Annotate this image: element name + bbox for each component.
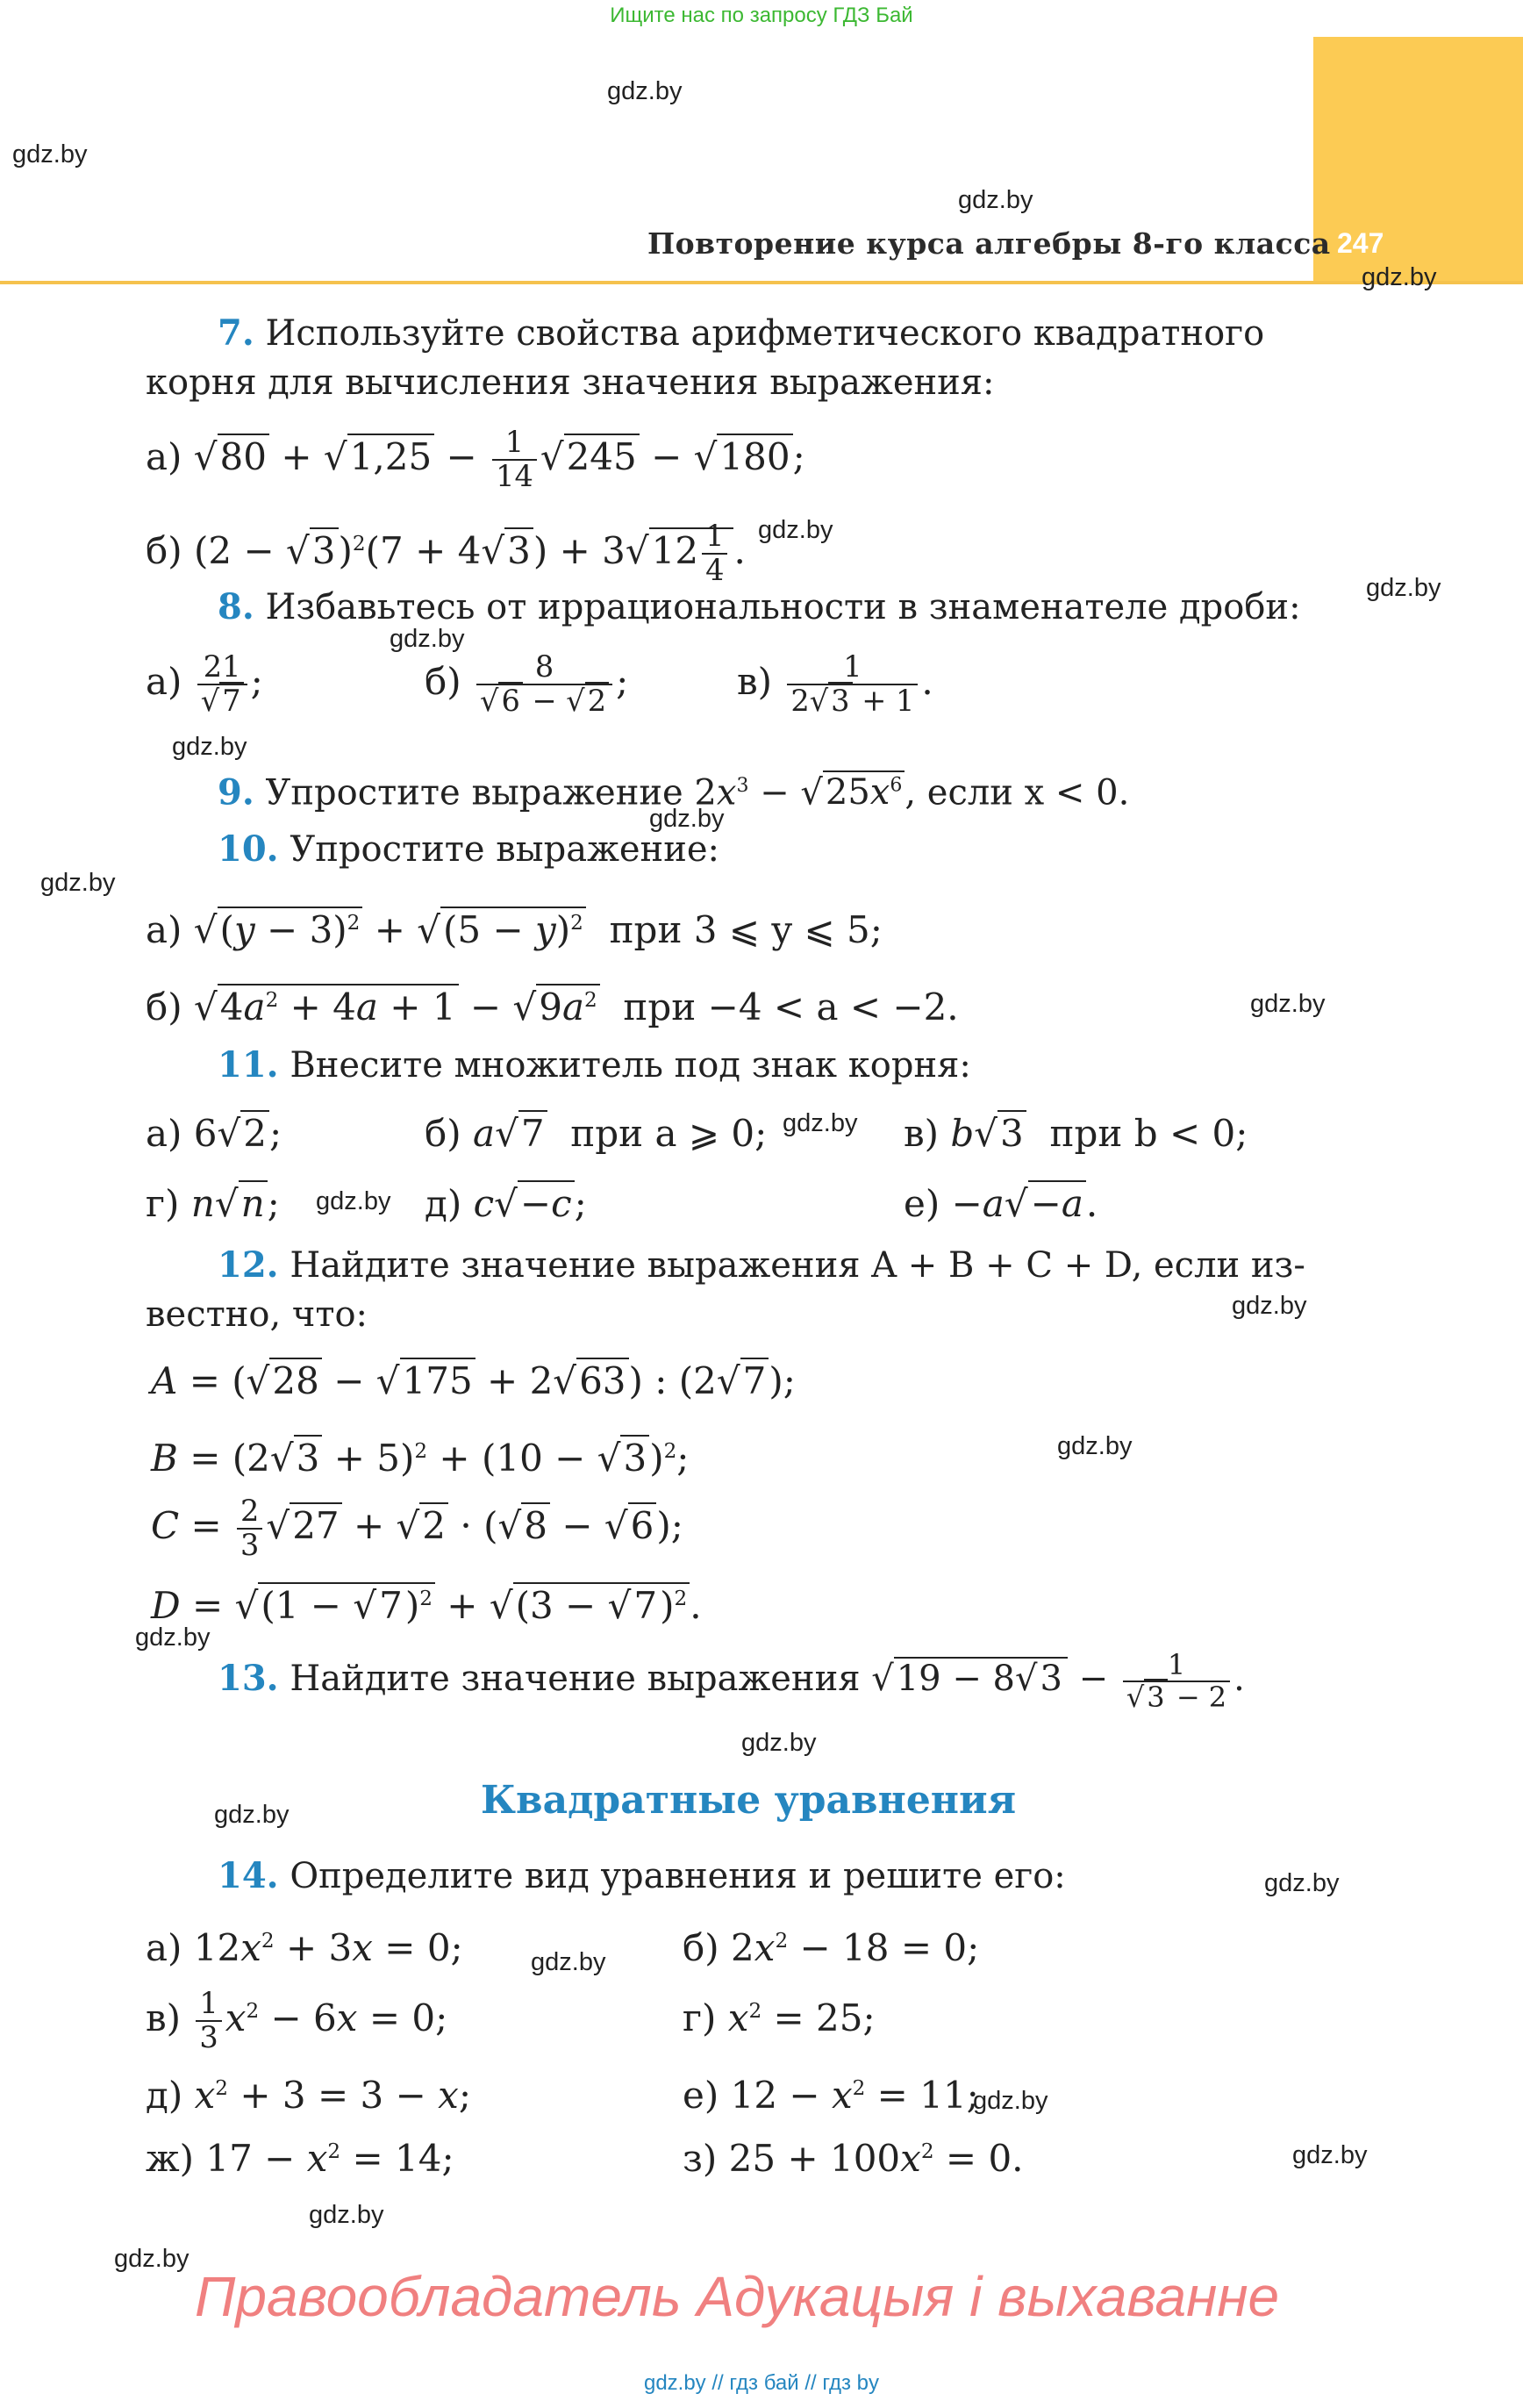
problem-11f-expression: е) −a√−a. bbox=[904, 1182, 1098, 1225]
problem-11a-expression: а) 6√2; bbox=[146, 1112, 282, 1155]
problem-number: 11. bbox=[218, 1044, 279, 1086]
problem-number: 12. bbox=[218, 1244, 279, 1286]
watermark: gdz.by bbox=[1362, 263, 1437, 291]
watermark: gdz.by bbox=[758, 516, 833, 544]
problem-text: Найдите значение выражения A + B + C + D, если из- bbox=[290, 1245, 1305, 1286]
watermark: gdz.by bbox=[958, 186, 1033, 214]
watermark: gdz.by bbox=[135, 1623, 211, 1652]
problem-7a-expression: а) √80 + √1,25 − $\frac{1}{14}$ √245 − √180; bbox=[146, 425, 805, 493]
problem-8c-expression: в) $\frac{1}{2√3 + 1}$ . bbox=[737, 649, 933, 718]
problem-number: 14. bbox=[218, 1855, 279, 1896]
top-note: Ищите нас по запросу ГДЗ Бай bbox=[610, 4, 913, 27]
watermark: gdz.by bbox=[607, 77, 683, 105]
problem-number: 7. bbox=[218, 312, 254, 354]
problem-10a-expression: а) $√(y - 3)^2 + √(5 - y)^2$ при 3 ⩽ y ⩽ 5; bbox=[146, 908, 883, 951]
watermark: gdz.by bbox=[309, 2201, 384, 2229]
condition-text: при b < 0; bbox=[1049, 1112, 1248, 1155]
problem-8b-expression: б) $\frac{8}{√6 - √2}$ ; bbox=[425, 649, 629, 718]
problem-14a-equation: а) $12x^2 + 3x = 0$; bbox=[146, 1926, 463, 1969]
watermark: gdz.by bbox=[1232, 1292, 1307, 1320]
problem-14c-equation: в) $\frac{1}{3}$ $x^2 - 6x = 0$; bbox=[146, 1986, 448, 2054]
watermark: gdz.by bbox=[783, 1109, 858, 1137]
watermark: gdz.by bbox=[1057, 1432, 1133, 1460]
watermark: gdz.by bbox=[1366, 574, 1441, 602]
problem-13: 13. Найдите значение выражения √19 − 8√3 − $\frac{1}{√3 - 2}$ . bbox=[218, 1648, 1245, 1715]
problem-text: Избавьтесь от иррациональности в знаменателе дроби: bbox=[265, 587, 1301, 627]
watermark: gdz.by bbox=[1292, 2141, 1368, 2169]
watermark: gdz.by bbox=[214, 1801, 290, 1829]
footer-links: gdz.by // гдз бай // гдз by bbox=[643, 2371, 880, 2395]
problem-10 bbox=[218, 825, 719, 874]
problem-number: 10. bbox=[218, 828, 279, 870]
problem-11d-expression: г) n√n; bbox=[146, 1182, 280, 1225]
problem-7b-expression: б) $(2 - √3)^2(7 + 4√3) + 3√12$ $\frac{1}{4}$ . bbox=[146, 519, 746, 587]
problem-7-line2: корня для вычисления значения выражения: bbox=[146, 362, 995, 403]
expression-b: $B = (2√3 + 5)^2 + (10 - √3)^2$; bbox=[151, 1437, 690, 1480]
expression-d: $D = √(1 - √7)^2 + √(3 - √7)^2$. bbox=[151, 1584, 702, 1627]
condition-text: при a ⩾ 0; bbox=[570, 1112, 768, 1155]
problem-9: 9. Упростите выражение $2x^3 - √25x^6$, если x < 0. bbox=[218, 771, 1130, 813]
watermark: gdz.by bbox=[12, 140, 88, 168]
watermark: gdz.by bbox=[1250, 990, 1326, 1018]
problem-14h-equation: з) $25 + 100x^2 = 0$. bbox=[683, 2137, 1024, 2180]
expression-c: C = $\frac{2}{3}$ √27 + √2 · (√8 − √6); bbox=[151, 1494, 683, 1562]
running-header: Повторение курса алгебры 8-го класса bbox=[647, 226, 1331, 261]
problem-14g-equation: ж) $17 - x^2 = 14$; bbox=[146, 2137, 454, 2180]
problem-11 bbox=[218, 1041, 971, 1090]
watermark: gdz.by bbox=[1264, 1869, 1340, 1897]
problem-14e-equation: д) $x^2 + 3 = 3 - x$; bbox=[146, 2074, 471, 2117]
condition-text: при 3 ⩽ y ⩽ 5; bbox=[609, 908, 883, 951]
expression-a: A = (√28 − √175 + 2√63) : (2√7); bbox=[151, 1359, 796, 1402]
watermark: gdz.by bbox=[741, 1729, 817, 1757]
problem-14d-equation: г) $x^2 = 25$; bbox=[683, 1996, 876, 2039]
watermark: gdz.by bbox=[390, 625, 465, 653]
problem-number: 13. bbox=[218, 1658, 279, 1700]
problem-text: Внесите множитель под знак корня: bbox=[290, 1045, 971, 1086]
problem-7-line1 bbox=[218, 309, 1264, 358]
problem-number: 8. bbox=[218, 586, 254, 627]
watermark: gdz.by bbox=[973, 2087, 1048, 2115]
problem-14b-equation: б) $2x^2 - 18 = 0$; bbox=[683, 1926, 980, 1969]
problem-8a-expression: а) $\frac{21}{√7}$ ; bbox=[146, 649, 263, 718]
problem-text: Упростите выражение: bbox=[290, 829, 720, 870]
page-number: 247 bbox=[1337, 227, 1384, 259]
problem-condition: , если x < 0. bbox=[905, 772, 1130, 813]
problem-14 bbox=[218, 1852, 1066, 1901]
problem-text: Найдите значение выражения bbox=[290, 1659, 861, 1700]
problem-8 bbox=[218, 583, 1301, 632]
problem-text: Упростите выражение bbox=[265, 772, 683, 813]
problem-11c-expression: в) b√3 при b < 0; bbox=[904, 1112, 1248, 1155]
condition-text: при −4 < a < −2. bbox=[623, 985, 959, 1028]
problem-number: 9. bbox=[218, 771, 254, 813]
watermark: gdz.by bbox=[316, 1187, 391, 1215]
copyright-notice: Правообладатель Адукацыя і выхаванне bbox=[195, 2265, 1280, 2328]
problem-text: Определите вид уравнения и решите его: bbox=[290, 1856, 1066, 1896]
watermark: gdz.by bbox=[531, 1948, 606, 1976]
problem-12-line1 bbox=[218, 1241, 1305, 1290]
watermark: gdz.by bbox=[114, 2245, 189, 2273]
problem-text: Используйте свойства арифметического квадратного bbox=[265, 313, 1265, 354]
watermark: gdz.by bbox=[40, 869, 116, 897]
problem-12-line2: вестно, что: bbox=[146, 1294, 368, 1335]
problem-14f-equation: е) $12 - x^2 = 11$; bbox=[683, 2074, 979, 2117]
watermark: gdz.by bbox=[172, 733, 247, 761]
section-title: Квадратные уравнения bbox=[481, 1778, 1017, 1823]
watermark: gdz.by bbox=[649, 805, 725, 833]
problem-10b-expression: б) $√4a^2 + 4a + 1 - √9a^2$ при −4 < a < −2. bbox=[146, 985, 959, 1028]
problem-11e-expression: д) c√−c; bbox=[425, 1182, 587, 1225]
problem-11b-expression: б) a√7 при a ⩾ 0; bbox=[425, 1112, 768, 1155]
header-rule bbox=[0, 281, 1523, 284]
